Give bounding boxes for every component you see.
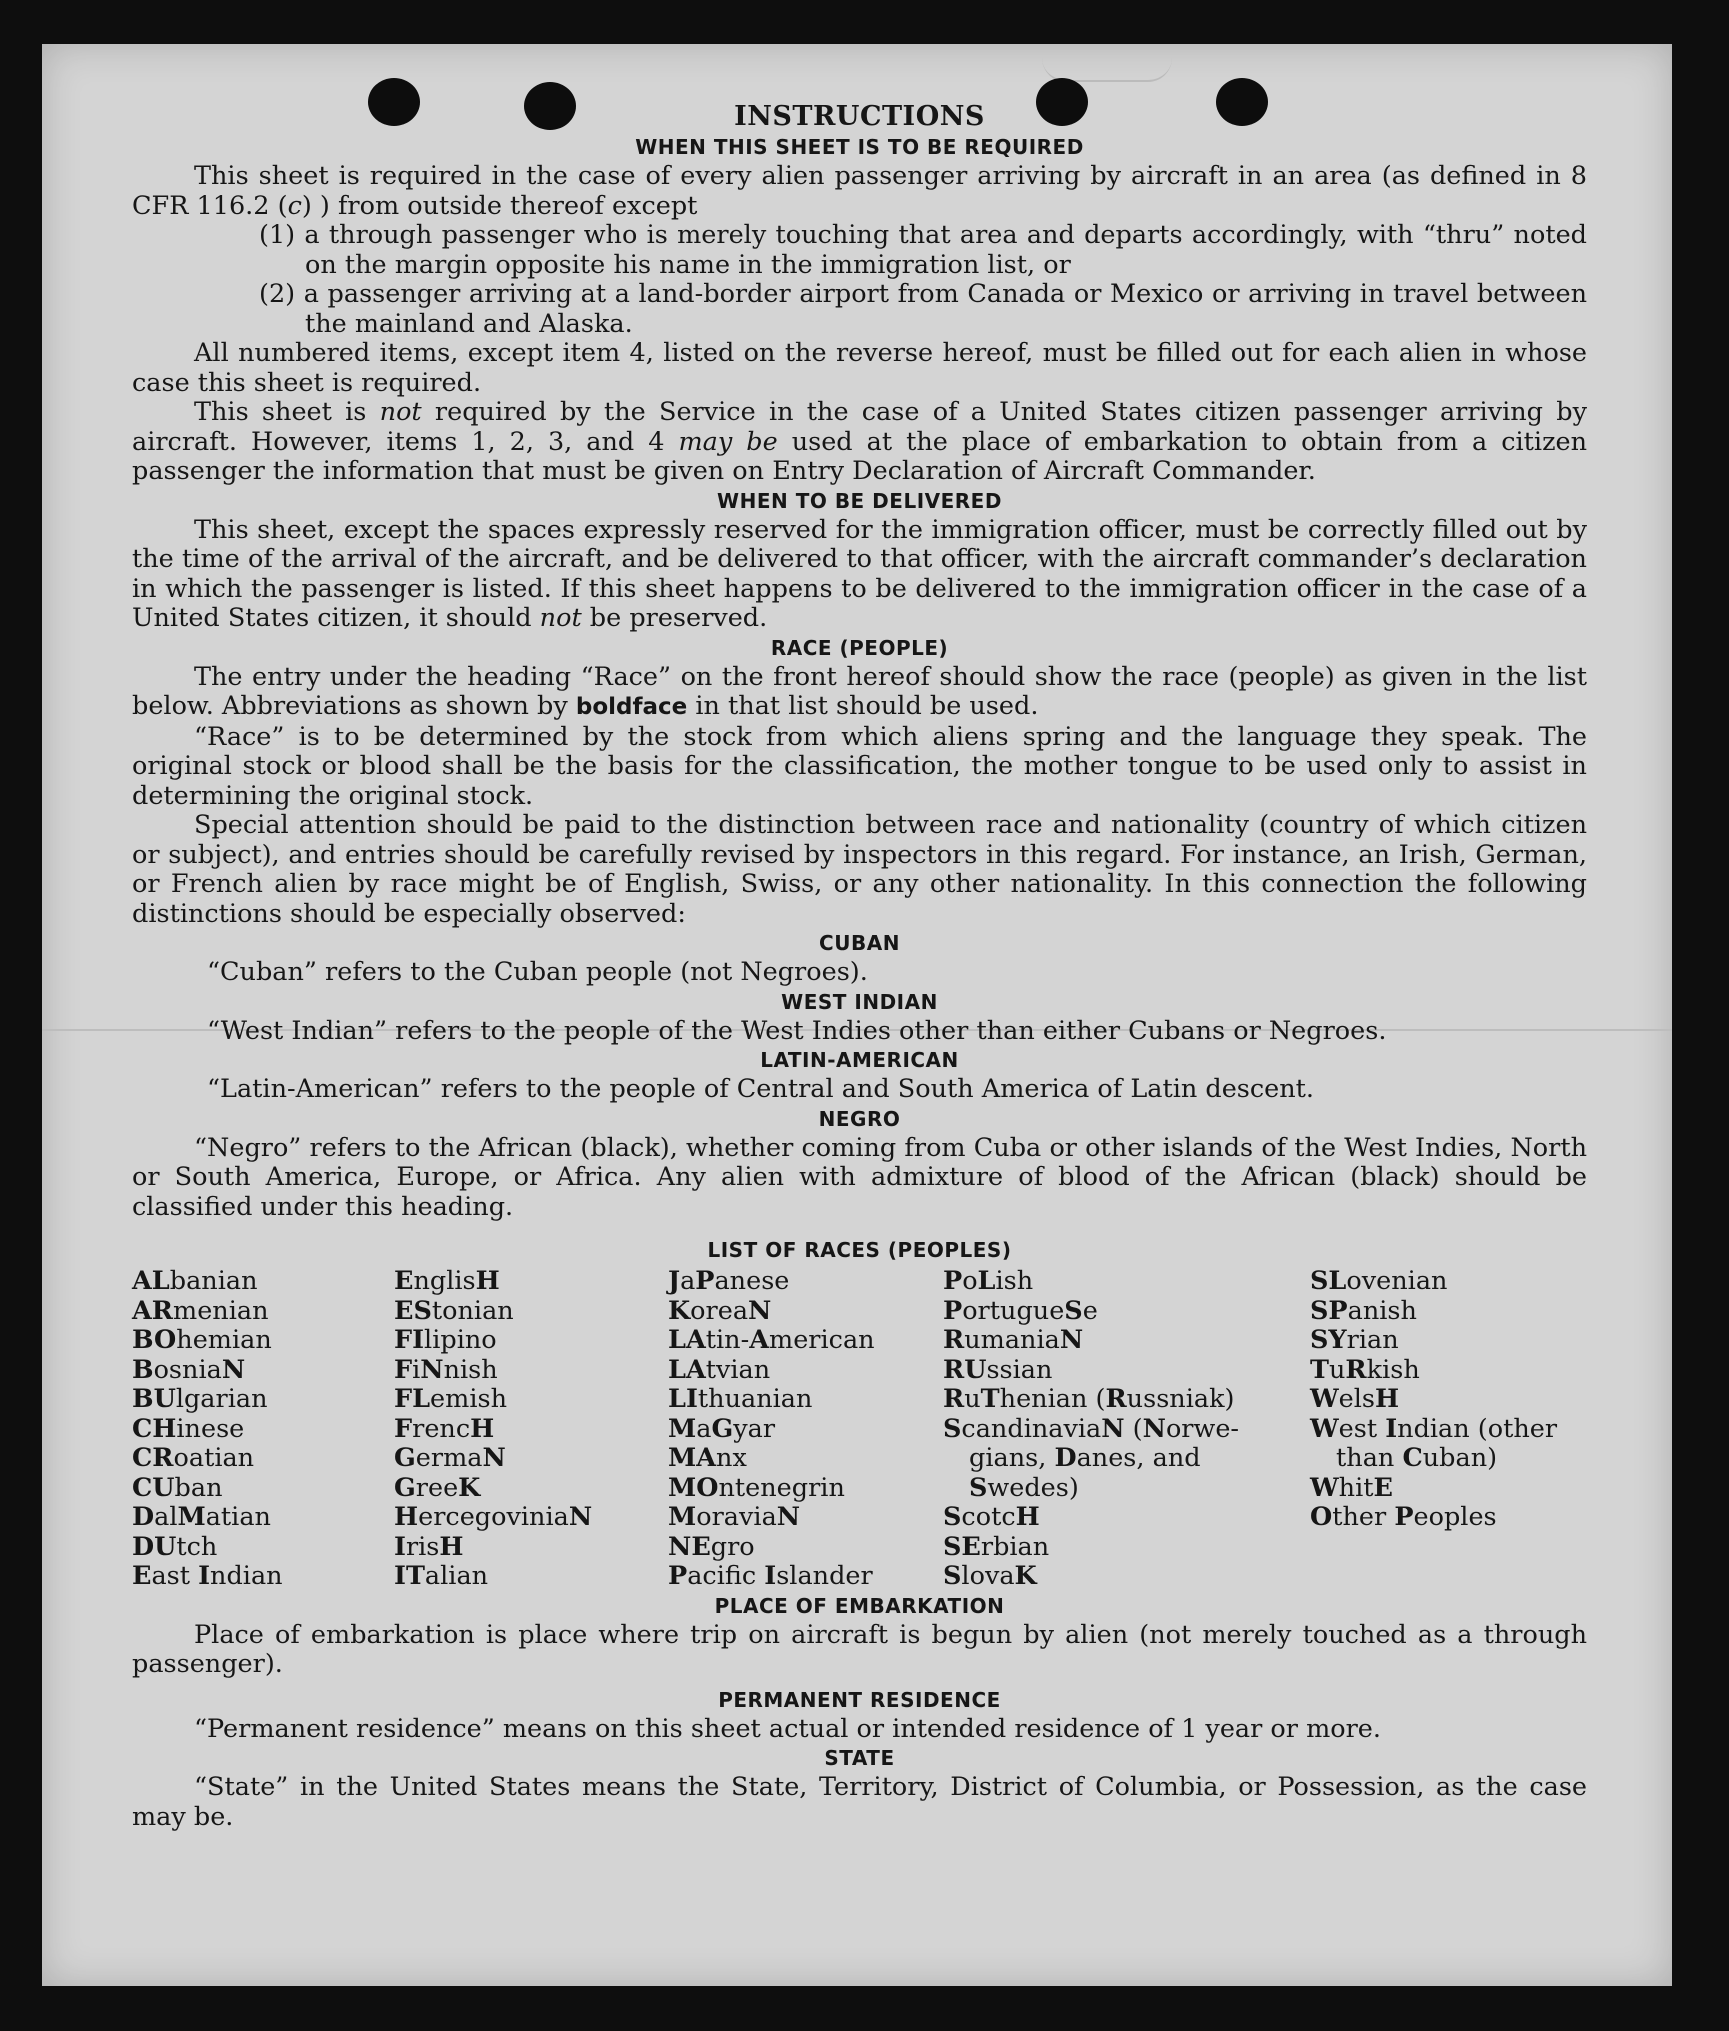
race-entry: MaGyar xyxy=(668,1413,776,1444)
races-column-3 xyxy=(668,1267,943,1592)
race-entry: CHinese xyxy=(132,1413,245,1444)
text: may be xyxy=(678,426,778,457)
race-entry: BOhemian xyxy=(132,1325,272,1355)
page-title: INSTRUCTIONS xyxy=(734,101,985,132)
heading-permanent-residence: PERMANENT RESIDENCE xyxy=(718,1687,1001,1712)
race-entry: MOntenegrin xyxy=(668,1472,845,1503)
text: This sheet is xyxy=(194,397,380,427)
text: ) ) from outside thereof except xyxy=(301,190,698,221)
race-entry: gians, Danes, and xyxy=(969,1443,1201,1473)
race-entry: DalMatian xyxy=(132,1502,271,1532)
heading-when-delivered: WHEN TO BE DELIVERED xyxy=(717,488,1002,513)
race-entry: PoLish xyxy=(943,1266,1034,1296)
latin-american-definition: “Latin-American” refers to the people of Central and South America of Latin descent. xyxy=(207,1074,1315,1104)
race-entry: GermaN xyxy=(394,1443,506,1473)
heading-list-of-races: LIST OF RACES (PEOPLES) xyxy=(707,1238,1012,1262)
negro-definition: “Negro” refers to the African (black), whether coming from Cuba or other islands of the West Indies, North or South America, Europe, or Africa. Any alien with admixture of blood of the African (black) should be classified under this heading. xyxy=(132,1132,1587,1222)
heading-negro: NEGRO xyxy=(818,1106,901,1131)
race-entry: EnglisH xyxy=(394,1266,500,1296)
heading-cuban: CUBAN xyxy=(819,931,900,955)
race-entry: GreeK xyxy=(394,1472,481,1503)
race-entry: CUban xyxy=(132,1472,223,1503)
race-entry: Swedes) xyxy=(969,1472,1079,1503)
exception-item-1: (1) a through passenger who is merely touching that area and departs accordingly, with “thru” noted on the margin opposite his name in the immigration list, or xyxy=(259,220,1587,280)
residence-definition: “Permanent residence” means on this sheet actual or intended residence of 1 year or more. xyxy=(194,1713,1381,1744)
race-entry: HercegoviniaN xyxy=(394,1502,593,1532)
required-paragraph-2: All numbered items, except item 4, listed on the reverse hereof, must be filled out for each alien in whose case this sheet is required. xyxy=(132,338,1587,398)
race-entry: BUlgarian xyxy=(132,1384,268,1414)
text: be preserved. xyxy=(581,603,768,633)
race-entry: WhitE xyxy=(1310,1472,1393,1503)
heading-race: RACE (PEOPLE) xyxy=(770,635,949,660)
races-column-5 xyxy=(1310,1267,1580,1592)
delivered-paragraph xyxy=(132,516,1587,634)
text: This sheet, except the spaces expressly reserved for the immigration officer, must be correctly filled out by the time of the arrival of the aircraft, and be delivered to that officer, with the aircraft commander’s declaration in which the passenger is listed. If this sheet happens to be delivered to the immigration officer in the case of a United States citizen, it should xyxy=(132,514,1587,633)
race-entry: ALbanian xyxy=(132,1266,258,1296)
heading-west-indian: WEST INDIAN xyxy=(781,989,938,1014)
text: required by the Service in the case of a United States citizen passenger arriving by aircraft. However, items 1, 2, 3, and 4 xyxy=(132,397,1587,457)
race-entry: IrisH xyxy=(394,1531,464,1562)
race-entry: SYrian xyxy=(1310,1325,1399,1355)
race-entry: TuRkish xyxy=(1310,1354,1420,1385)
race-entry: Pacifc Islander xyxy=(668,1561,873,1591)
race-entry: West Indian (other xyxy=(1310,1413,1558,1444)
race-entry: RuThenian (Russniak) xyxy=(943,1384,1235,1414)
race-entry: JaPanese xyxy=(668,1266,790,1296)
race-entry: FIlipino xyxy=(394,1325,497,1355)
race-entry: FLemish xyxy=(394,1384,508,1414)
cuban-definition: “Cuban” refers to the Cuban people (not Negroes). xyxy=(207,957,868,987)
race-entry: FrencH xyxy=(394,1413,495,1444)
heading-embarkation: PLACE OF EMBARKATION xyxy=(714,1593,1005,1618)
race-entry: SErbian xyxy=(943,1531,1050,1562)
race-entry: ARmenian xyxy=(132,1295,269,1326)
race-entry: NEgro xyxy=(668,1531,755,1562)
race-entry: EStonian xyxy=(394,1295,514,1326)
race-entry: SPanish xyxy=(1310,1295,1417,1326)
text: This sheet is required in the case of every alien passenger arriving by aircraft in an area (as defined in 8 CFR 116.2 ( xyxy=(132,161,1587,221)
required-paragraph-1 xyxy=(132,162,1587,221)
race-entry: ScandinaviaN (Norwe- xyxy=(943,1413,1240,1444)
heading-state: STATE xyxy=(824,1746,895,1770)
race-entry: SLovenian xyxy=(1310,1266,1448,1296)
races-column-2 xyxy=(394,1267,668,1592)
races-column-4 xyxy=(943,1267,1310,1592)
race-paragraph-1 xyxy=(132,663,1587,723)
race-entry: Other Peoples xyxy=(1310,1502,1497,1532)
race-entry: ITalian xyxy=(394,1561,489,1591)
races-list xyxy=(132,1267,1587,1592)
west-indian-definition: “West Indian” refers to the people of the West Indies other than either Cubans or Negroes. xyxy=(207,1015,1387,1046)
race-entry: LAtvian xyxy=(668,1354,771,1385)
race-entry: LIthuanian xyxy=(668,1384,813,1414)
race-entry: than Cuban) xyxy=(1336,1443,1498,1473)
state-definition: “State” in the United States means the State, Territory, District of Columbia, or Possession, as the case may be. xyxy=(132,1772,1587,1832)
race-entry: PortugueSe xyxy=(943,1295,1098,1326)
race-entry: FiNnish xyxy=(394,1354,498,1385)
race-entry: MAnx xyxy=(668,1443,747,1473)
instructions-text xyxy=(132,100,1587,1832)
text: not xyxy=(379,397,422,427)
races-column-1 xyxy=(132,1267,394,1592)
race-entry: RumaniaN xyxy=(943,1325,1084,1355)
race-entry: ScotcH xyxy=(943,1502,1040,1532)
heading-latin-american: LATIN-AMERICAN xyxy=(760,1048,959,1072)
race-paragraph-2: “Race” is to be determined by the stock from which aliens spring and the language they speak. The original stock or blood shall be the basis for the classification, the mother tongue to be used only to assist in determining the original stock. xyxy=(132,721,1587,811)
race-entry: WelsH xyxy=(1310,1384,1400,1414)
exception-item-2: (2) a passenger arriving at a land-border airport from Canada or Mexico or arriving in travel between the mainland and Alaska. xyxy=(259,279,1587,339)
race-entry: BosniaN xyxy=(132,1354,246,1385)
text: used at the place of embarkation to obtain from a citizen passenger the information that must be given on Entry Declaration of Aircraft Commander. xyxy=(132,426,1588,486)
embarkation-definition: Place of embarkation is place where trip on aircraft is begun by alien (not merely touched as a through passenger). xyxy=(132,1619,1587,1679)
text: not xyxy=(539,603,582,633)
required-paragraph-3 xyxy=(132,398,1587,487)
race-entry: DUtch xyxy=(132,1531,218,1562)
race-entry: MoraviaN xyxy=(668,1502,801,1532)
race-entry: KoreaN xyxy=(668,1295,772,1326)
text: in that list should be used. xyxy=(687,691,1039,721)
race-entry: RUssian xyxy=(943,1354,1053,1385)
race-entry: CRoatian xyxy=(132,1443,255,1473)
race-paragraph-3: Special attention should be paid to the distinction between race and nationality (country of which citizen or subject), and entries should be carefully revised by inspectors in this regard. For instance, an Irish, German, or French alien by race might be of English, Swiss, or any other nationality. In this connection the following distinctions should be especially observed: xyxy=(132,810,1587,929)
race-entry: LAtin-American xyxy=(668,1325,875,1355)
text: boldface xyxy=(575,694,688,720)
heading-when-required: WHEN THIS SHEET IS TO BE REQUIRED xyxy=(635,135,1084,159)
race-entry: SlovaK xyxy=(943,1561,1037,1591)
race-entry: East Indian xyxy=(132,1561,283,1591)
text: c xyxy=(287,190,302,221)
text: The entry under the heading “Race” on the front hereof should show the race (people) as given in the list below. Abbreviations as shown by xyxy=(132,661,1587,721)
instruction-sheet xyxy=(42,44,1672,1986)
